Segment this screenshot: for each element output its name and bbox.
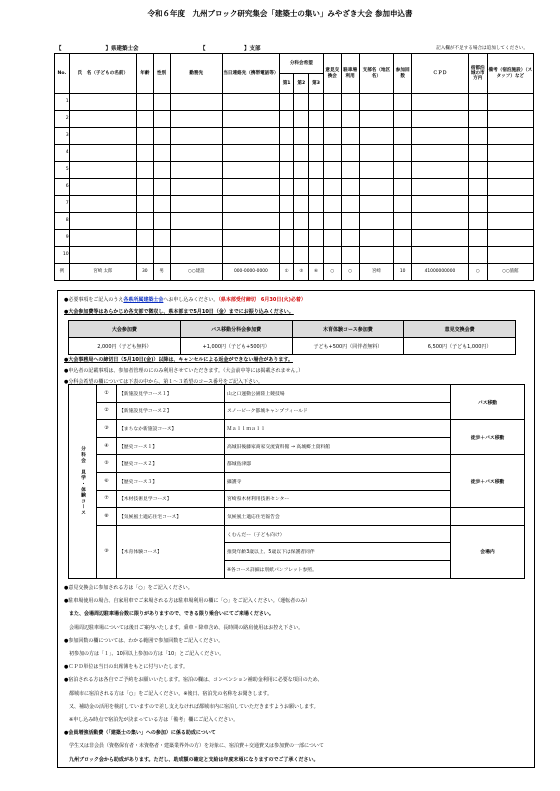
entry-cell[interactable] bbox=[341, 111, 359, 128]
note-course-choice: ●分科会希望の欄については下表の中から、第１～３希望のコース番号をご記入下さい。 bbox=[64, 379, 264, 385]
course-number: ② bbox=[97, 402, 117, 420]
entry-cell[interactable] bbox=[309, 128, 324, 145]
entry-cell[interactable] bbox=[309, 247, 324, 264]
entry-cell[interactable] bbox=[170, 128, 223, 145]
example-no: 例 bbox=[55, 264, 70, 281]
entry-cell[interactable] bbox=[412, 128, 469, 145]
entry-cell[interactable] bbox=[359, 196, 394, 213]
entry-cell[interactable] bbox=[170, 179, 223, 196]
entry-cell[interactable] bbox=[487, 111, 533, 128]
entry-cell[interactable] bbox=[468, 196, 487, 213]
entry-cell[interactable] bbox=[309, 179, 324, 196]
entry-cell[interactable] bbox=[279, 196, 294, 213]
entry-cell[interactable] bbox=[69, 162, 136, 179]
entry-cell[interactable] bbox=[294, 145, 309, 162]
course-move-empty bbox=[451, 508, 525, 526]
registration-row bbox=[55, 94, 534, 111]
col-no: No. bbox=[55, 54, 70, 94]
fee-header-exchange: 意見交換会費 bbox=[404, 321, 516, 338]
entry-cell[interactable] bbox=[136, 247, 153, 264]
course-number: ⑦ bbox=[97, 490, 117, 508]
example-row bbox=[55, 264, 534, 281]
entry-cell[interactable] bbox=[394, 230, 412, 247]
entry-cell[interactable] bbox=[153, 128, 170, 145]
course-place: 都城島津邸 bbox=[225, 455, 451, 473]
course-side-label: 分科会 見学・体験コース bbox=[69, 385, 97, 579]
col-name: 氏 名（子どもの名前） bbox=[69, 54, 136, 94]
course-number: ④ bbox=[97, 437, 117, 455]
entry-cell[interactable] bbox=[153, 230, 170, 247]
entry-cell[interactable] bbox=[294, 230, 309, 247]
bottom-note: 学生又は非会員（資格保有者・未資格者・建築業界外の方）を対象に、宿泊費＋交通費又は参加費の一部について bbox=[64, 743, 324, 750]
entry-cell[interactable] bbox=[359, 145, 394, 162]
course-number: ⑨ bbox=[97, 525, 117, 578]
col-sex: 性別 bbox=[153, 54, 170, 94]
row-number: 10 bbox=[55, 247, 70, 264]
course-name: 【新施設見学コース１】 bbox=[117, 385, 225, 403]
course-row bbox=[69, 525, 525, 543]
entry-cell[interactable] bbox=[487, 213, 533, 230]
entry-cell[interactable] bbox=[69, 94, 136, 111]
entry-cell[interactable] bbox=[487, 162, 533, 179]
entry-cell[interactable] bbox=[170, 230, 223, 247]
course-name: 【木材技術見学コース】 bbox=[117, 490, 225, 508]
entry-cell[interactable] bbox=[341, 145, 359, 162]
example-branch: 宮崎 bbox=[359, 264, 394, 281]
entry-cell[interactable] bbox=[323, 230, 341, 247]
entry-cell[interactable] bbox=[309, 145, 324, 162]
bottom-note: 都城市に宿泊される方は「○」をご記入ください。※後日、宿泊先の名称をお聞きします。 bbox=[64, 690, 273, 697]
entry-cell[interactable] bbox=[69, 247, 136, 264]
entry-cell[interactable] bbox=[487, 196, 533, 213]
entry-cell[interactable] bbox=[412, 94, 469, 111]
bottom-note: また、会場周辺駐車場台数に限りがありますので、できる限り乗合いにてご来場ください。 bbox=[64, 611, 274, 618]
entry-cell[interactable] bbox=[323, 213, 341, 230]
entry-cell[interactable] bbox=[468, 213, 487, 230]
col-age: 年齢 bbox=[136, 54, 153, 94]
entry-cell[interactable] bbox=[309, 230, 324, 247]
entry-cell[interactable] bbox=[223, 247, 280, 264]
entry-cell[interactable] bbox=[359, 213, 394, 230]
col-branch: 支部名（地区名） bbox=[359, 54, 394, 94]
course-place: Ｍａｌｌｍａｌｌ bbox=[225, 420, 451, 438]
course-place: くむんだー（子ども向け） bbox=[225, 525, 451, 543]
entry-cell[interactable] bbox=[136, 145, 153, 162]
course-name: 【歴史コース２】 bbox=[117, 455, 225, 473]
fee-header-participation: 大会参加費 bbox=[69, 321, 181, 338]
entry-cell[interactable] bbox=[69, 111, 136, 128]
entry-cell[interactable] bbox=[279, 213, 294, 230]
entry-cell[interactable] bbox=[394, 162, 412, 179]
entry-cell[interactable] bbox=[341, 162, 359, 179]
col-contact: 当日連絡先（携帯電話等） bbox=[223, 54, 280, 94]
entry-cell[interactable] bbox=[294, 162, 309, 179]
entry-cell[interactable] bbox=[69, 179, 136, 196]
registration-row bbox=[55, 230, 534, 247]
example-age: 30 bbox=[136, 264, 153, 281]
note-privacy: ●申込者の記載事項は、参加者管理のにのみ利用させていただきます。（大会前中等には掲載されません。） bbox=[64, 368, 304, 374]
entry-cell[interactable] bbox=[359, 128, 394, 145]
registration-row bbox=[55, 162, 534, 179]
course-place: スノーピーク都城キャンプフィールド bbox=[225, 402, 451, 420]
entry-cell[interactable] bbox=[294, 111, 309, 128]
entry-cell[interactable] bbox=[412, 162, 469, 179]
entry-cell[interactable] bbox=[279, 162, 294, 179]
course-number: ① bbox=[97, 385, 117, 403]
bottom-note: ●会員増強活動費（「建築士の集い」への参加）に係る助成について bbox=[64, 730, 216, 737]
course-name: 【新施設見学コース２】 bbox=[117, 402, 225, 420]
entry-cell[interactable] bbox=[294, 179, 309, 196]
registration-row bbox=[55, 247, 534, 264]
course-name: 【歴史コース１】 bbox=[117, 437, 225, 455]
entry-cell[interactable] bbox=[294, 94, 309, 111]
entry-cell[interactable] bbox=[323, 94, 341, 111]
row-number: 5 bbox=[55, 162, 70, 179]
example-cpd: 41000000000 bbox=[412, 264, 469, 281]
fee-mokuiku: 子ども+500円（同伴者無料） bbox=[292, 338, 404, 355]
entry-cell[interactable] bbox=[487, 230, 533, 247]
bottom-note: ※申し込み時点で宿泊先が決まっている方は「備考」欄にご記入ください。 bbox=[64, 717, 239, 723]
entry-cell[interactable] bbox=[294, 213, 309, 230]
page-title: 令和６年度 九州ブロック研究集会「建築士の集い」みやざき大会 参加申込書 bbox=[147, 9, 413, 18]
entry-cell[interactable] bbox=[394, 196, 412, 213]
entry-cell[interactable] bbox=[223, 213, 280, 230]
col-iken: 意見交換会 bbox=[323, 54, 341, 94]
course-number: ⑥ bbox=[97, 472, 117, 490]
entry-cell[interactable] bbox=[394, 179, 412, 196]
entry-cell[interactable] bbox=[153, 196, 170, 213]
entry-cell[interactable] bbox=[279, 145, 294, 162]
entry-cell[interactable] bbox=[341, 213, 359, 230]
example-count: 10 bbox=[394, 264, 412, 281]
note-cancel: ●大会事務局への締切日（5月10日(金)）以降は、キャンセルによる返金ができない場合があります。 bbox=[64, 357, 293, 363]
entry-cell[interactable] bbox=[309, 213, 324, 230]
registration-row bbox=[55, 196, 534, 213]
entry-cell[interactable] bbox=[153, 162, 170, 179]
course-name: 【気候風土適応住宅コース】 bbox=[117, 508, 225, 526]
course-move: 会場内 bbox=[451, 525, 525, 578]
row-number: 4 bbox=[55, 145, 70, 162]
bottom-note: 又、補助金の活用を検討していますので差し支えなければ都城市内に宿泊していただきますようお願いします。 bbox=[64, 703, 319, 710]
entry-cell[interactable] bbox=[394, 247, 412, 264]
example-work: ○○建設 bbox=[170, 264, 223, 281]
entry-cell[interactable] bbox=[341, 196, 359, 213]
entry-cell[interactable] bbox=[341, 128, 359, 145]
entry-cell[interactable] bbox=[359, 94, 394, 111]
entry-cell[interactable] bbox=[323, 128, 341, 145]
example-lodging: ○ bbox=[468, 264, 487, 281]
entry-cell[interactable] bbox=[359, 179, 394, 196]
entry-cell[interactable] bbox=[412, 145, 469, 162]
entry-cell[interactable] bbox=[153, 111, 170, 128]
entry-cell[interactable] bbox=[412, 111, 469, 128]
registration-row bbox=[55, 179, 534, 196]
entry-cell[interactable] bbox=[309, 111, 324, 128]
entry-cell[interactable] bbox=[487, 247, 533, 264]
entry-cell[interactable] bbox=[394, 128, 412, 145]
entry-cell[interactable] bbox=[309, 94, 324, 111]
example-contact: 000-0000-0000 bbox=[223, 264, 280, 281]
entry-cell[interactable] bbox=[341, 94, 359, 111]
bottom-note: ●宿泊される方は各自でご予約をお願いいたします。宿泊の欄は、コンベンション補助金利用に必要な項目のため、 bbox=[64, 677, 323, 684]
entry-cell[interactable] bbox=[487, 145, 533, 162]
course-move: 徒歩＋バス移動 bbox=[451, 420, 525, 455]
col-workplace: 勤務先 bbox=[170, 54, 223, 94]
course-table bbox=[68, 384, 525, 579]
col-bunka: 分科会希望 bbox=[279, 54, 323, 74]
row-number: 3 bbox=[55, 128, 70, 145]
course-name: 【木育体験コース】 bbox=[117, 525, 225, 578]
example-name: 宮崎 太郎 bbox=[69, 264, 136, 281]
example-iken: ○ bbox=[323, 264, 341, 281]
entry-cell[interactable] bbox=[487, 94, 533, 111]
entry-cell[interactable] bbox=[136, 230, 153, 247]
entry-cell[interactable] bbox=[170, 162, 223, 179]
course-place: 攝護寺 bbox=[225, 472, 451, 490]
course-row bbox=[69, 420, 525, 438]
entry-cell[interactable] bbox=[170, 247, 223, 264]
bottom-note: ●駐車場使用の場合、自家用車でご来場される方は駐車場利用の欄に「○」をご記入ください。（運転者のみ） bbox=[64, 598, 311, 605]
prefecture-field[interactable]: 【 】県建築士会 bbox=[56, 46, 139, 52]
entry-cell[interactable] bbox=[294, 196, 309, 213]
col-cpd: ＣＰＤ bbox=[412, 54, 469, 94]
course-place: 高城旧後藤家商家交流資料館 → 高城郷土資料館 bbox=[225, 437, 451, 455]
entry-cell[interactable] bbox=[69, 213, 136, 230]
fee-header-mokuiku: 木育体験コース参加費 bbox=[292, 321, 404, 338]
note-fee-payment: ●大会参加費等はあらかじめ各支部で徴収し、県本部まで5月10日（金）までにお振り込みください。 bbox=[64, 309, 294, 315]
row-number: 1 bbox=[55, 94, 70, 111]
registration-row bbox=[55, 111, 534, 128]
example-c3: ⑥ bbox=[309, 264, 324, 281]
entry-cell[interactable] bbox=[136, 196, 153, 213]
row-number: 6 bbox=[55, 179, 70, 196]
course-row bbox=[69, 455, 525, 473]
col-parking: 駐車場利用 bbox=[341, 54, 359, 94]
entry-cell[interactable] bbox=[136, 179, 153, 196]
entry-cell[interactable] bbox=[69, 128, 136, 145]
col-lodging: 宿都泊城の市方内 bbox=[468, 54, 487, 94]
entry-cell[interactable] bbox=[487, 128, 533, 145]
bottom-note: ●ＣＰＤ単位は当日の出席簿をもとに付与いたします。 bbox=[64, 664, 188, 671]
course-place: 山之口運動公園陸上競技場 bbox=[225, 385, 451, 403]
entry-cell[interactable] bbox=[359, 111, 394, 128]
entry-cell[interactable] bbox=[223, 196, 280, 213]
course-foot-note: ※各コース詳細は別紙パンフレット参照。 bbox=[225, 560, 451, 578]
entry-cell[interactable] bbox=[323, 179, 341, 196]
bottom-note: 九州ブロック会から助成があります。ただし、助成額の確定と支給は年度末頃になりますのでご了承ください。 bbox=[64, 756, 319, 763]
row-number: 2 bbox=[55, 111, 70, 128]
entry-cell[interactable] bbox=[170, 196, 223, 213]
example-c2: ⑤ bbox=[294, 264, 309, 281]
course-name: 【歴史コース３】 bbox=[117, 472, 225, 490]
fee-exchange: 6,500円（子ども1,000円） bbox=[404, 338, 516, 355]
entry-cell[interactable] bbox=[279, 94, 294, 111]
course-row bbox=[69, 508, 525, 526]
entry-cell[interactable] bbox=[323, 247, 341, 264]
course-row bbox=[69, 385, 525, 403]
entry-cell[interactable] bbox=[323, 162, 341, 179]
fee-header-bus: バス移動分科会参加費 bbox=[180, 321, 292, 338]
bottom-note: ●意見交換会に参加される方は「○」をご記入ください。 bbox=[64, 585, 193, 591]
entry-cell[interactable] bbox=[359, 162, 394, 179]
entry-cell[interactable] bbox=[223, 128, 280, 145]
entry-cell[interactable] bbox=[468, 162, 487, 179]
fee-table bbox=[68, 320, 516, 355]
entry-cell[interactable] bbox=[153, 179, 170, 196]
fee-participation: 2,000円（子ども無料） bbox=[69, 338, 181, 355]
entry-cell[interactable] bbox=[412, 247, 469, 264]
entry-cell[interactable] bbox=[153, 213, 170, 230]
entry-cell[interactable] bbox=[323, 145, 341, 162]
entry-cell[interactable] bbox=[323, 196, 341, 213]
course-place: 気候風土適応住宅報告会 bbox=[225, 508, 451, 526]
entry-cell[interactable] bbox=[359, 247, 394, 264]
bottom-note: ●参加回数の欄については、わかる範囲で参加回数をご記入ください。 bbox=[64, 637, 224, 644]
entry-cell[interactable] bbox=[223, 111, 280, 128]
entry-cell[interactable] bbox=[394, 213, 412, 230]
entry-cell[interactable] bbox=[170, 94, 223, 111]
entry-cell[interactable] bbox=[309, 162, 324, 179]
course-number: ⑧ bbox=[97, 508, 117, 526]
entry-cell[interactable] bbox=[468, 94, 487, 111]
col-count: 参加回数 bbox=[394, 54, 412, 94]
bottom-note: 初参加の方は「１」、10回以上参加の方は「10」とご記入ください。 bbox=[64, 651, 225, 657]
entry-cell[interactable] bbox=[170, 111, 223, 128]
entry-cell[interactable] bbox=[341, 247, 359, 264]
entry-cell[interactable] bbox=[323, 111, 341, 128]
entry-cell[interactable] bbox=[468, 230, 487, 247]
example-c1: ① bbox=[279, 264, 294, 281]
registration-row bbox=[55, 128, 534, 145]
course-number: ③ bbox=[97, 420, 117, 438]
entry-cell[interactable] bbox=[136, 94, 153, 111]
course-name: 【まちなか新施設コース】 bbox=[117, 420, 225, 438]
example-remarks: ○○旅館 bbox=[487, 264, 533, 281]
entry-cell[interactable] bbox=[223, 230, 280, 247]
entry-cell[interactable] bbox=[468, 145, 487, 162]
entry-cell[interactable] bbox=[279, 247, 294, 264]
entry-cell[interactable] bbox=[223, 94, 280, 111]
entry-cell[interactable] bbox=[170, 145, 223, 162]
entry-cell[interactable] bbox=[468, 247, 487, 264]
col-choice-2: 第2 bbox=[294, 74, 309, 94]
entry-cell[interactable] bbox=[279, 128, 294, 145]
entry-cell[interactable] bbox=[153, 94, 170, 111]
example-parking: ○ bbox=[341, 264, 359, 281]
row-number: 7 bbox=[55, 196, 70, 213]
entry-cell[interactable] bbox=[412, 196, 469, 213]
fee-bus: +1,000円（子ども+500円） bbox=[180, 338, 292, 355]
entry-cell[interactable] bbox=[412, 179, 469, 196]
entry-cell[interactable] bbox=[136, 213, 153, 230]
entry-cell[interactable] bbox=[394, 145, 412, 162]
entry-cell[interactable] bbox=[394, 94, 412, 111]
example-sex: 男 bbox=[153, 264, 170, 281]
branch-field[interactable]: 【 】支部 bbox=[200, 46, 261, 52]
entry-cell[interactable] bbox=[69, 196, 136, 213]
registration-row bbox=[55, 213, 534, 230]
entry-cell[interactable] bbox=[69, 145, 136, 162]
course-move: 徒歩＋バス移動 bbox=[451, 455, 525, 508]
row-number: 9 bbox=[55, 230, 70, 247]
entry-cell[interactable] bbox=[412, 230, 469, 247]
entry-cell[interactable] bbox=[153, 145, 170, 162]
entry-cell[interactable] bbox=[279, 179, 294, 196]
entry-cell[interactable] bbox=[294, 247, 309, 264]
entry-cell[interactable] bbox=[294, 128, 309, 145]
entry-cell[interactable] bbox=[359, 230, 394, 247]
entry-cell[interactable] bbox=[394, 111, 412, 128]
entry-cell[interactable] bbox=[468, 128, 487, 145]
entry-cell[interactable] bbox=[136, 111, 153, 128]
entry-cell[interactable] bbox=[341, 230, 359, 247]
col-choice-1: 第1 bbox=[279, 74, 294, 94]
entry-cell[interactable] bbox=[223, 179, 280, 196]
entry-cell[interactable] bbox=[153, 247, 170, 264]
bottom-note: 会場周辺駐車場については後日ご案内いたします。乗車・降車含め、長時間の路肩使用はお控え下さい。 bbox=[64, 624, 304, 631]
registration-row bbox=[55, 145, 534, 162]
entry-cell[interactable] bbox=[136, 162, 153, 179]
add-rows-note: 記入欄が不足する場合は追加してください。 bbox=[436, 46, 528, 51]
course-number: ⑤ bbox=[97, 455, 117, 473]
course-age-note: 推奨年齢3歳以上、5歳以下は保護者同伴 bbox=[225, 543, 451, 561]
entry-cell[interactable] bbox=[279, 230, 294, 247]
course-place: 宮崎県木材利用技術センター bbox=[225, 490, 451, 508]
entry-cell[interactable] bbox=[170, 213, 223, 230]
entry-cell[interactable] bbox=[223, 145, 280, 162]
col-remarks: 備考（宿泊施設）（スタッフ）など bbox=[487, 54, 533, 94]
registration-table bbox=[54, 53, 534, 281]
entry-cell[interactable] bbox=[309, 196, 324, 213]
entry-cell[interactable] bbox=[341, 179, 359, 196]
entry-cell[interactable] bbox=[487, 179, 533, 196]
row-number: 8 bbox=[55, 213, 70, 230]
entry-cell[interactable] bbox=[279, 111, 294, 128]
entry-cell[interactable] bbox=[412, 213, 469, 230]
col-choice-3: 第3 bbox=[309, 74, 324, 94]
entry-cell[interactable] bbox=[468, 111, 487, 128]
entry-cell[interactable] bbox=[69, 230, 136, 247]
entry-cell[interactable] bbox=[468, 179, 487, 196]
course-move: バス移動 bbox=[451, 385, 525, 420]
entry-cell[interactable] bbox=[136, 128, 153, 145]
entry-cell[interactable] bbox=[223, 162, 280, 179]
note-submit: ●必要事項をご記入のうえ各県所属建築士会へお申し込みください。（県本部受付締切 6月30日(火)必着） bbox=[64, 297, 306, 303]
